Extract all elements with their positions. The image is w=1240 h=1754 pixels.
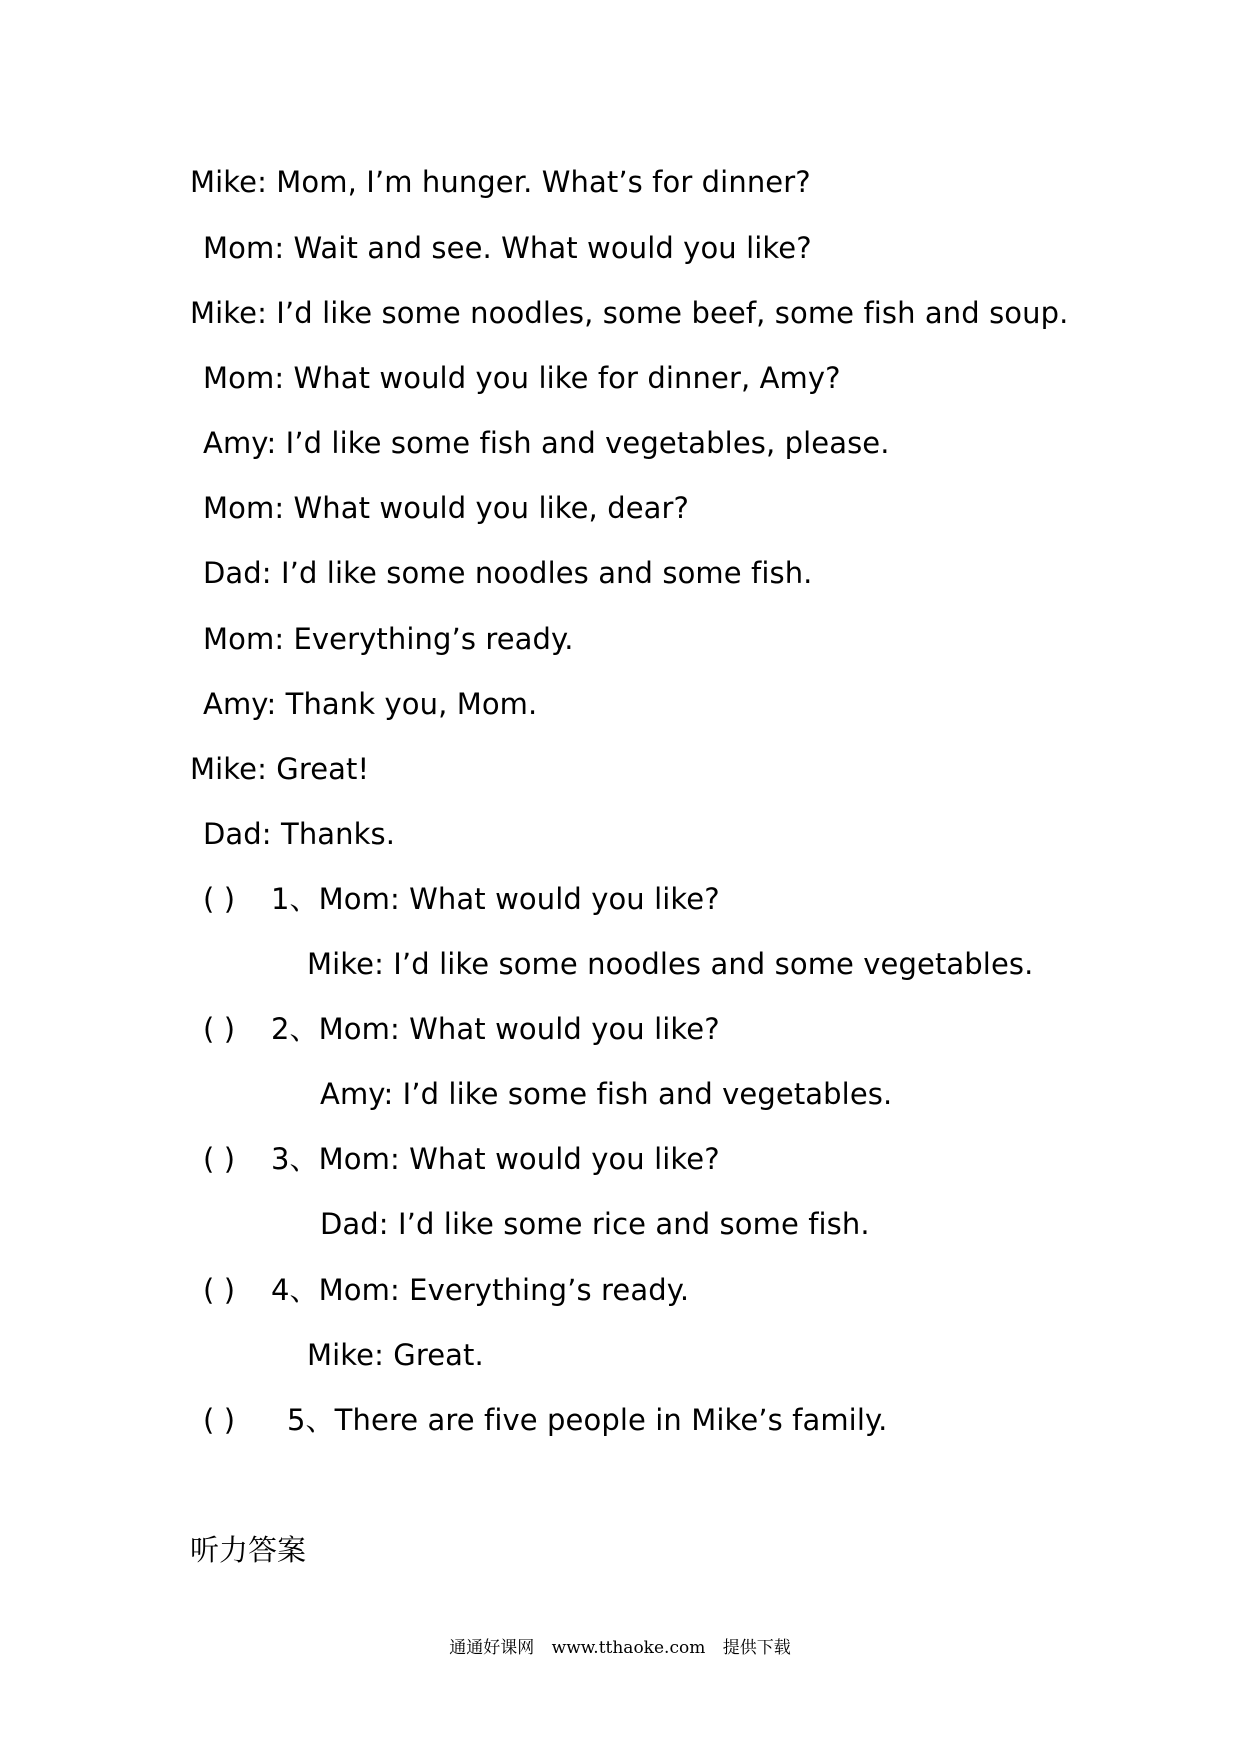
answer-blank[interactable]: ( ) xyxy=(203,1012,236,1046)
question-item xyxy=(203,1272,689,1308)
dialogue-line: Dad: Thanks. xyxy=(203,817,396,851)
dialogue-line: Mom: Wait and see. What would you like? xyxy=(203,231,812,265)
question-item xyxy=(203,881,720,917)
question-prompt: 5、There are five people in Mike’s family. xyxy=(287,1403,888,1437)
dialogue-line: Dad: I’d like some noodles and some fish. xyxy=(203,556,813,590)
footer-site-name: 通通好课网 xyxy=(449,1638,535,1658)
dialogue-line: Mike: Mom, I’m hunger. What’s for dinner? xyxy=(190,165,811,199)
question-prompt: 4、Mom: Everything’s ready. xyxy=(271,1273,690,1307)
dialogue-line: Mom: What would you like for dinner, Amy? xyxy=(203,361,841,395)
answer-blank[interactable]: ( ) xyxy=(203,882,236,916)
dialogue-line: Amy: I’d like some fish and vegetables, please. xyxy=(203,426,890,460)
dialogue-line: Amy: Thank you, Mom. xyxy=(203,687,538,721)
dialogue-line: Mike: Great! xyxy=(190,752,370,786)
answer-blank[interactable]: ( ) xyxy=(203,1273,236,1307)
question-item xyxy=(203,1402,887,1438)
question-prompt: 1、Mom: What would you like? xyxy=(271,882,720,916)
question-answer: Mike: I’d like some noodles and some vegetables. xyxy=(307,947,1034,981)
answer-blank[interactable]: ( ) xyxy=(203,1142,236,1176)
question-item xyxy=(203,1011,720,1047)
question-prompt: 3、Mom: What would you like? xyxy=(271,1142,720,1176)
section-heading: 听力答案 xyxy=(190,1533,307,1567)
footer-url[interactable]: www.tthaoke.com xyxy=(551,1638,706,1658)
dialogue-line: Mom: Everything’s ready. xyxy=(203,622,574,656)
footer-suffix: 提供下载 xyxy=(722,1638,791,1658)
question-answer: Amy: I’d like some fish and vegetables. xyxy=(320,1077,893,1111)
question-prompt: 2、Mom: What would you like? xyxy=(271,1012,720,1046)
dialogue-line: Mike: I’d like some noodles, some beef, some fish and soup. xyxy=(190,296,1069,330)
question-item xyxy=(203,1141,720,1177)
dialogue-line: Mom: What would you like, dear? xyxy=(203,491,690,525)
answer-blank[interactable]: ( ) xyxy=(203,1403,236,1437)
question-answer: Dad: I’d like some rice and some fish. xyxy=(320,1207,870,1241)
question-answer: Mike: Great. xyxy=(307,1338,484,1372)
page-footer xyxy=(0,1637,1240,1659)
